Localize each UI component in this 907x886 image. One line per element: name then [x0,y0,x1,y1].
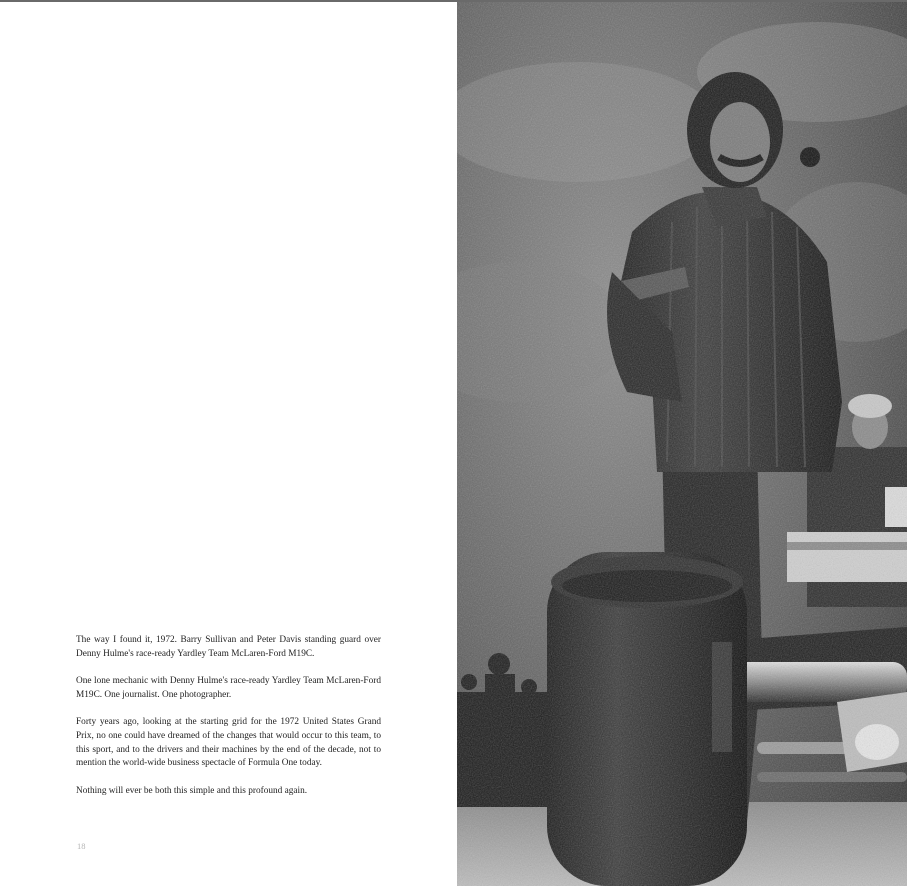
caption-paragraph-2: One lone mechanic with Denny Hulme's race-ready Yardley Team McLaren-Ford M19C. One journalist. One photographer. [76,676,381,700]
caption-paragraph-1: The way I found it, 1972. Barry Sullivan and Peter Davis standing guard over Denny Hulme's race-ready Yardley Team McLaren-Ford M19C. [76,635,381,659]
race-photo [457,2,907,886]
race-photo-illustration [457,2,907,886]
caption-paragraph-3: Forty years ago, looking at the starting grid for the 1972 United States Grand Prix, no one could have dreamed of the changes that would occur to this team, to this sport, and to the drivers and their machines by the end of the decade, not to mention the world-wide business spectacle of Formula One today. [76,717,381,769]
left-page [0,2,457,886]
page-number: 18 [77,841,86,851]
caption-text [76,634,381,798]
caption-paragraph-4: Nothing will ever be both this simple and this profound again. [76,785,308,796]
